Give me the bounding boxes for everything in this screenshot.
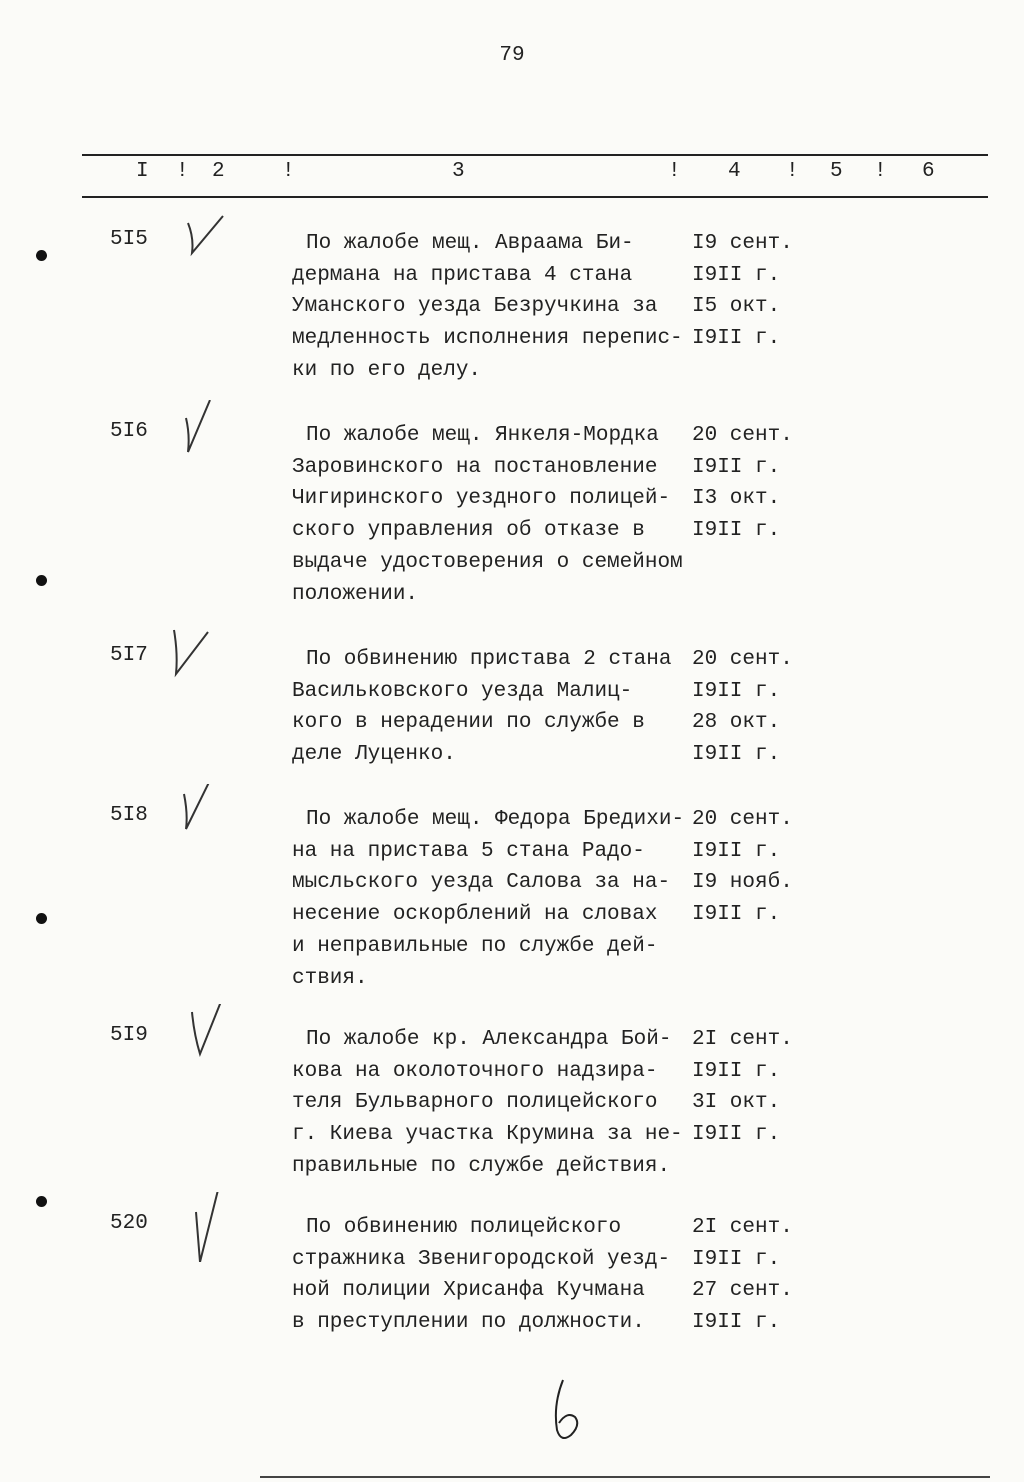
checkmark-icon xyxy=(168,208,228,278)
entry-number: 5I8 xyxy=(110,804,148,827)
col-separator: ! xyxy=(668,160,681,183)
checkmark-icon xyxy=(168,1004,228,1074)
entry-description: По жалобе мещ. Федора Бредихи- на на пристава 5 стана Радо- мысльского уезда Салова за на- несение оскорблений на словах и неправильные по службе дей- ствия. xyxy=(292,808,685,990)
handwritten-mark xyxy=(545,1375,595,1445)
entry-dates: 20 сент. I9II г. 28 окт. I9II г. xyxy=(692,648,793,767)
col-header-6: 6 xyxy=(922,160,935,183)
col-separator: ! xyxy=(786,160,799,183)
col-separator: ! xyxy=(874,160,887,183)
entry-number: 5I7 xyxy=(110,644,148,667)
entry-description: По обвинению полицейского стражника Звенигородской уезд- ной полиции Хрисанфа Кучмана в преступлении по должности. xyxy=(292,1216,671,1335)
entry-dates: 2I сент. I9II г. 3I окт. I9II г. xyxy=(692,1028,793,1147)
entry-description: По обвинению пристава 2 стана Васильковского уезда Малиц- кого в нерадении по службе в деле Луценко. xyxy=(292,648,672,767)
checkmark-icon xyxy=(168,784,228,854)
checkmark-icon xyxy=(168,624,228,694)
col-separator: ! xyxy=(176,160,189,183)
col-header-5: 5 xyxy=(830,160,843,183)
entry-number: 5I6 xyxy=(110,420,148,443)
col-separator: ! xyxy=(282,160,295,183)
entry-518 xyxy=(0,804,1024,1044)
binding-hole xyxy=(36,250,47,261)
entry-dates: 20 сент. I9II г. I9 нояб. I9II г. xyxy=(692,808,793,927)
col-header-4: 4 xyxy=(728,160,741,183)
table-header-rule xyxy=(82,196,988,198)
checkmark-icon xyxy=(168,400,228,470)
entry-description: По жалобе кр. Александра Бой- кова на околоточного надзира- теля Бульварного полицейского г. Киева участка Крумина за не- правильные по службе действия. xyxy=(292,1028,683,1178)
page-number: 79 xyxy=(499,44,525,67)
col-header-2: 2 xyxy=(212,160,225,183)
entry-dates: 20 сент. I9II г. I3 окт. I9II г. xyxy=(692,424,793,543)
entry-description: По жалобе мещ. Авраама Би- дермана на пристава 4 стана Уманского уезда Безручкина за медленность исполнения перепис- ки по его делу. xyxy=(292,232,683,382)
binding-hole xyxy=(36,575,47,586)
entry-dates: I9 сент. I9II г. I5 окт. I9II г. xyxy=(692,232,793,351)
entry-520 xyxy=(0,1212,1024,1452)
binding-hole xyxy=(36,913,47,924)
checkmark-icon xyxy=(168,1192,228,1262)
col-header-3: 3 xyxy=(452,160,465,183)
entry-number: 520 xyxy=(110,1212,148,1235)
page-bottom-rule xyxy=(260,1476,990,1478)
entry-description: По жалобе мещ. Янкеля-Мордка Заровинского на постановление Чигиринского уездного полицей- ского управления об отказе в выдаче удостоверения о семейном положении. xyxy=(292,424,683,606)
entry-516 xyxy=(0,420,1024,660)
entry-dates: 2I сент. I9II г. 27 сент. I9II г. xyxy=(692,1216,793,1335)
binding-hole xyxy=(36,1196,47,1207)
col-header-1: I xyxy=(136,160,149,183)
entry-number: 5I9 xyxy=(110,1024,148,1047)
table-top-rule xyxy=(82,154,988,156)
entry-number: 5I5 xyxy=(110,228,148,251)
